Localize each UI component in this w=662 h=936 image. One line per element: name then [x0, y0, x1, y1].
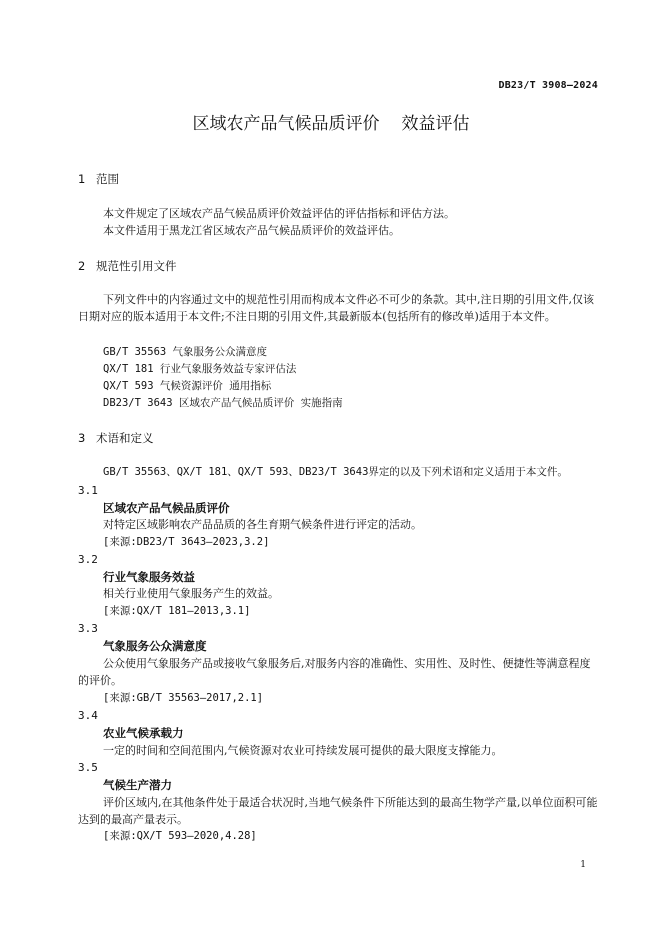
term-number: 3.5 — [78, 761, 98, 774]
term-number: 3.3 — [78, 622, 98, 635]
page-number: 1 — [580, 860, 586, 870]
section-2-heading — [78, 258, 177, 274]
section-2-intro: 下列文件中的内容通过文中的规范性引用而构成本文件必不可少的条款。其中,注日期的引用文件,仅该日期对应的版本适用于本文件;不注日期的引用文件,其最新版本(包括所有的修改单)适用于本文件。 — [78, 293, 594, 323]
section-title: 规范性引用文件 — [96, 259, 177, 273]
document-title — [0, 109, 662, 134]
term-definition: 公众使用气象服务产品或接收气象服务后,对服务内容的准确性、实用性、及时性、便捷性等满意程度的评价。 — [78, 657, 591, 687]
term-name: 农业气候承载力 — [103, 726, 184, 740]
term-name: 气候生产潜力 — [103, 778, 172, 792]
section-3-heading — [78, 430, 154, 446]
term-source: [来源:GB/T 35563—2017,2.1] — [103, 692, 264, 704]
reference-item: DB23/T 3643 区域农产品气候品质评价 实施指南 — [103, 397, 343, 409]
section-3-intro: GB/T 35563、QX/T 181、QX/T 593、DB23/T 3643界定的以及下列术语和定义适用于本文件。 — [103, 466, 568, 478]
term-definition: 相关行业使用气象服务产生的效益。 — [103, 587, 279, 600]
section-title: 范围 — [96, 172, 119, 186]
section-1-paragraph-1: 本文件规定了区域农产品气候品质评价效益评估的评估指标和评估方法。 — [103, 207, 455, 220]
term-definition: 一定的时间和空间范围内,气候资源对农业可持续发展可提供的最大限度支撑能力。 — [103, 744, 503, 757]
reference-item: QX/T 593 气候资源评价 通用指标 — [103, 380, 272, 392]
term-definition: 对特定区域影响农产品品质的各生育期气候条件进行评定的活动。 — [103, 518, 422, 531]
term-name: 气象服务公众满意度 — [103, 639, 207, 653]
term-name: 行业气象服务效益 — [103, 570, 195, 584]
section-number: 3 — [78, 431, 86, 445]
term-source: [来源:QX/T 181—2013,3.1] — [103, 605, 251, 617]
document-id: DB23/T 3908—2024 — [498, 80, 598, 91]
term-definition: 评价区域内,在其他条件处于最适合状况时,当地气候条件下所能达到的最高生物学产量,以单位面积可能达到的最高产量表示。 — [78, 796, 598, 826]
term-number: 3.1 — [78, 484, 98, 497]
title-part-1: 区域农产品气候品质评价 — [192, 114, 380, 134]
term-number: 3.4 — [78, 709, 98, 722]
title-part-2: 效益评估 — [401, 114, 470, 134]
section-number: 2 — [78, 259, 86, 273]
reference-item: GB/T 35563 气象服务公众满意度 — [103, 346, 268, 358]
section-1-paragraph-2: 本文件适用于黑龙江省区域农产品气候品质评价的效益评估。 — [103, 224, 400, 237]
section-number: 1 — [78, 172, 86, 186]
reference-item: QX/T 181 行业气象服务效益专家评估法 — [103, 363, 297, 375]
term-source: [来源:QX/T 593—2020,4.28] — [103, 830, 257, 842]
section-title: 术语和定义 — [96, 431, 154, 445]
section-1-heading — [78, 171, 119, 187]
term-source: [来源:DB23/T 3643—2023,3.2] — [103, 536, 270, 548]
term-number: 3.2 — [78, 553, 98, 566]
term-name: 区域农产品气候品质评价 — [103, 501, 230, 515]
